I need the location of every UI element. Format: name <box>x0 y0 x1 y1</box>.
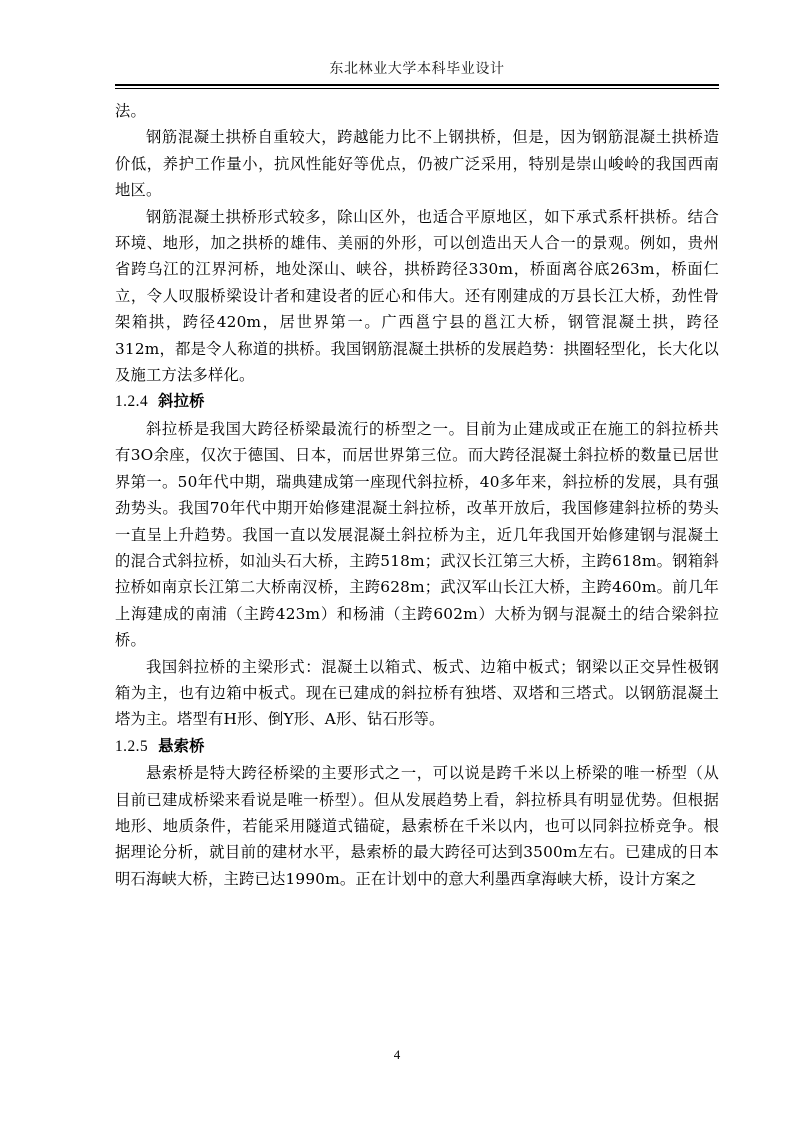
paragraph-cable-stayed-forms: 我国斜拉桥的主梁形式：混凝土以箱式、板式、边箱中板式；钢梁以正交异性极钢箱为主，也有边箱中板式。现在已建成的斜拉桥有独塔、双塔和三塔式。以钢筋混凝土塔为主。塔型有H形、倒Y形、A形、钻石形等。 <box>115 657 719 729</box>
section-heading-1-2-4 <box>115 388 719 415</box>
section-number: 1.2.5 <box>115 737 149 755</box>
header-rule-thin <box>115 88 719 89</box>
section-number: 1.2.4 <box>115 393 149 411</box>
page-number: 4 <box>393 1047 401 1062</box>
paragraph-arch-bridge-forms: 钢筋混凝土拱桥形式较多，除山区外，也适合平原地区，如下承式系杆拱桥。结合环境、地形，加之拱桥的雄伟、美丽的外形，可以创造出天人合一的景观。例如，贵州省跨乌江的江界河桥，地处深山、峡谷，拱桥跨径330m，桥面离谷底263m，桥面仁立，令人叹服桥梁设计者和建设者的匠心和伟大。还有刚建成的万县长江大桥，劲性骨架箱拱，跨径420m，居世界第一。广西邕宁县的邕江大桥，钢管混凝土拱，跨径312m，都是令人称道的拱桥。我国钢筋混凝土拱桥的发展趋势：拱圈轻型化，长大化以及施工方法多样化。 <box>115 207 719 385</box>
paragraph-cable-stayed-overview: 斜拉桥是我国大跨径桥梁最流行的桥型之一。目前为止建成或正在施工的斜拉桥共有3O余座，仅次于德国、日本，而居世界第三位。而大跨径混凝土斜拉桥的数量已居世界第一。50年代中期，瑞典建成第一座现代斜拉桥，40多年来，斜拉桥的发展，具有强劲势头。我国70年代中期开始修建混凝土斜拉桥，改革开放后，我国修建斜拉桥的势头一直呈上升趋势。我国一直以发展混凝土斜拉桥为主，近几年我国开始修建钢与混凝土的混合式斜拉桥，如汕头石大桥，主跨518m；武汉长江第三大桥，主跨618m。钢箱斜拉桥如南京长江第二大桥南汊桥，主跨628m；武汉军山长江大桥，主跨460m。前几年上海建成的南浦（主跨423m）和杨浦（主跨602m）大桥为钢与混凝土的结合梁斜拉桥。 <box>115 419 719 650</box>
body-text <box>115 98 719 892</box>
section-title: 悬索桥 <box>158 736 205 755</box>
paragraph-suspension-bridge: 悬索桥是特大跨径桥梁的主要形式之一，可以说是跨千米以上桥梁的唯一桥型（从目前已建成桥梁来看说是唯一桥型）。但从发展趋势上看，斜拉桥具有明显优势。但根据地形、地质条件，若能采用隧道式锚碇，悬索桥在千米以内，也可以同斜拉桥竞争。根据理论分析，就目前的建材水平，悬索桥的最大跨径可达到3500m左右。已建成的日本明石海峡大桥，主跨已达1990m。正在计划中的意大利墨西拿海峡大桥，设计方案之 <box>115 764 719 888</box>
paragraph-continuation: 法。 <box>115 102 146 120</box>
section-heading-1-2-5 <box>115 733 719 760</box>
section-title: 斜拉桥 <box>158 392 205 411</box>
paragraph-arch-bridge-cost: 钢筋混凝土拱桥自重较大，跨越能力比不上钢拱桥，但是，因为钢筋混凝土拱桥造价低，养护工作量小，抗风性能好等优点，仍被广泛采用，特别是崇山峻岭的我国西南地区。 <box>115 128 719 200</box>
page-header: 东北林业大学本科毕业设计 <box>329 61 505 77</box>
header-rule <box>115 84 719 86</box>
